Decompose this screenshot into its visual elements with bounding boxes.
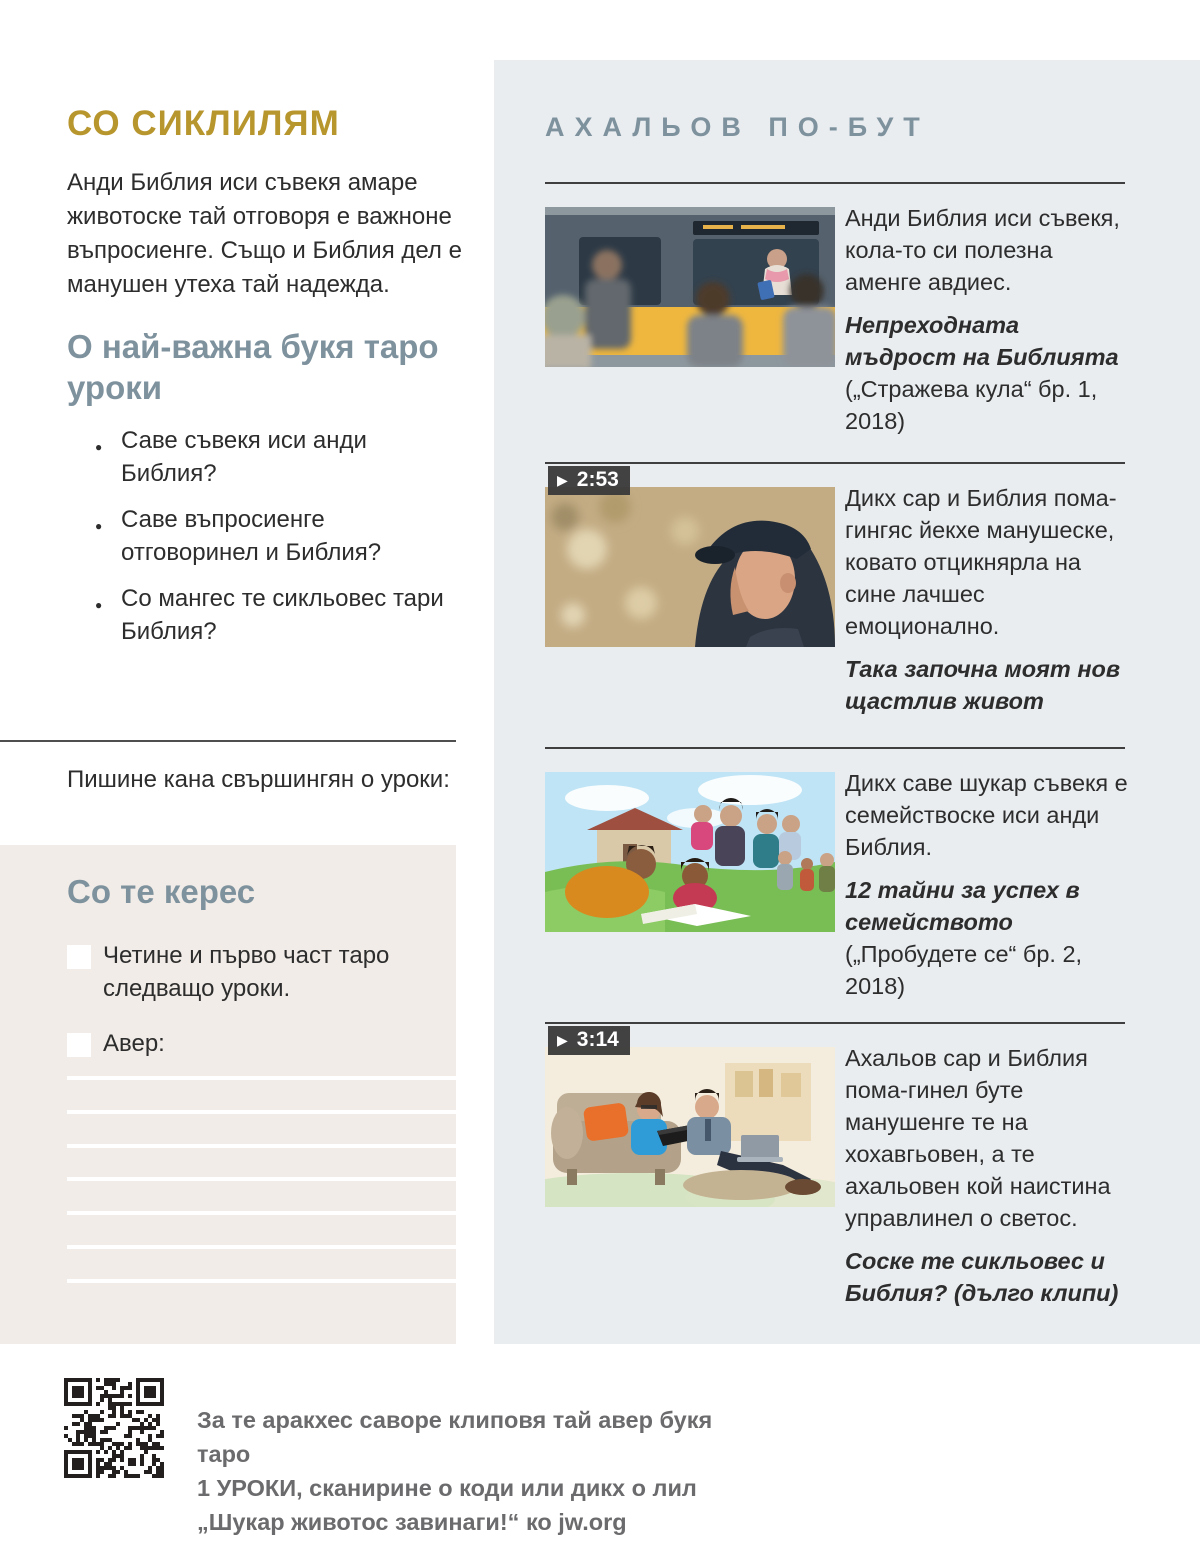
todo-box-title: Со те керес	[67, 873, 256, 910]
item-description: Дикх саве шукар съвекя е семействоске иси анди Библия.	[845, 770, 1128, 860]
item-source: („Пробудете се“ бр. 2, 2018)	[845, 941, 1083, 999]
divider	[0, 740, 456, 742]
item-description: Ахальов сар и Библия пома-гинел буте манушенге те на хохавгьовен, а те ахальовен кой наистина управлинел о светос.	[845, 1045, 1111, 1231]
footer-note	[197, 1403, 757, 1539]
write-line[interactable]	[67, 1279, 456, 1283]
media-row	[545, 462, 1125, 714]
write-line[interactable]	[67, 1245, 456, 1249]
divider	[545, 1022, 1125, 1024]
bullet-item: ● Саве въпросиенге отговоринел и Библия?	[95, 503, 457, 569]
qr-code	[64, 1376, 164, 1480]
play-icon: ▶	[557, 1032, 568, 1048]
write-line[interactable]	[67, 1110, 456, 1114]
duration-label: 3:14	[576, 1028, 619, 1051]
video-duration-badge	[548, 466, 630, 495]
page-title: СО СИКЛИЛЯМ	[67, 104, 340, 143]
play-icon: ▶	[557, 472, 568, 488]
item-title: Така започна моят нов щастлив живот	[845, 656, 1121, 714]
media-row	[545, 747, 1128, 999]
todo-item-label: Авер:	[103, 1030, 165, 1057]
divider	[545, 747, 1125, 749]
train-platform-photo	[545, 207, 835, 367]
media-text	[845, 202, 1131, 437]
media-text	[845, 767, 1131, 1002]
media-row	[545, 182, 1125, 434]
bullet-item: ● Со мангес те сикльовес тари Библия?	[95, 582, 457, 648]
video-duration-badge	[548, 1026, 630, 1055]
item-title: Соске те сикльовес и Библия? (дълго клипи)	[845, 1248, 1119, 1306]
write-line[interactable]	[67, 1211, 456, 1215]
checkbox-read-next[interactable]	[67, 945, 91, 969]
footer-note-line: За те аракхес саворе клиповя тай авер букя таро	[197, 1407, 713, 1467]
duration-label: 2:53	[576, 468, 619, 491]
write-prompt: Пишине кана свършингян о уроки:	[67, 766, 450, 793]
intro-paragraph: Анди Библия иси съвекя амаре животоске тай отговоря е важноне въпросиенге. Също и Библия дел е манушен утеха тай надежда.	[67, 169, 462, 298]
write-line[interactable]	[67, 1144, 456, 1148]
todo-box	[0, 845, 456, 1344]
man-with-cap-video[interactable]	[545, 487, 835, 647]
item-description: Анди Библия иси съвекя, кола-то си полезна аменге авдиес.	[845, 205, 1120, 295]
couch-study-video[interactable]	[545, 1047, 835, 1207]
item-description: Дикх сар и Библия пома-гингяс йекхе манушеске, ковато отцикнярла на сине лачшес емоционално.	[845, 485, 1117, 639]
divider	[545, 462, 1125, 464]
checkbox-other[interactable]	[67, 1033, 91, 1057]
media-text	[845, 1042, 1131, 1309]
media-text	[845, 482, 1131, 717]
media-row	[545, 1022, 1125, 1306]
learn-more-column	[494, 60, 1200, 1344]
footer-note-line: „Шукар животос завинаги!“ ко jw.org	[197, 1509, 627, 1535]
write-line[interactable]	[67, 1177, 456, 1181]
todo-item-label: Четине и първо част таро следващо уроки.	[103, 942, 390, 1002]
bullet-list	[95, 424, 457, 661]
divider	[545, 182, 1125, 184]
item-title: 12 тайни за успех в семейството	[845, 877, 1080, 935]
learn-more-title: АХАЛЬОВ ПО-БУТ	[545, 112, 930, 142]
bullet-item: ● Саве съвекя иси анди Библия?	[95, 424, 457, 490]
footer-note-line: 1 УРОКИ, сканирине о коди или дикх о лил	[197, 1475, 697, 1501]
write-line[interactable]	[67, 1076, 456, 1080]
item-title: Непреходната мъдрост на Библията	[845, 312, 1119, 370]
section-title: О най-важна букя таро уроки	[67, 328, 439, 406]
item-source: („Стражева кула“ бр. 1, 2018)	[845, 376, 1098, 434]
family-illustration	[545, 772, 835, 932]
